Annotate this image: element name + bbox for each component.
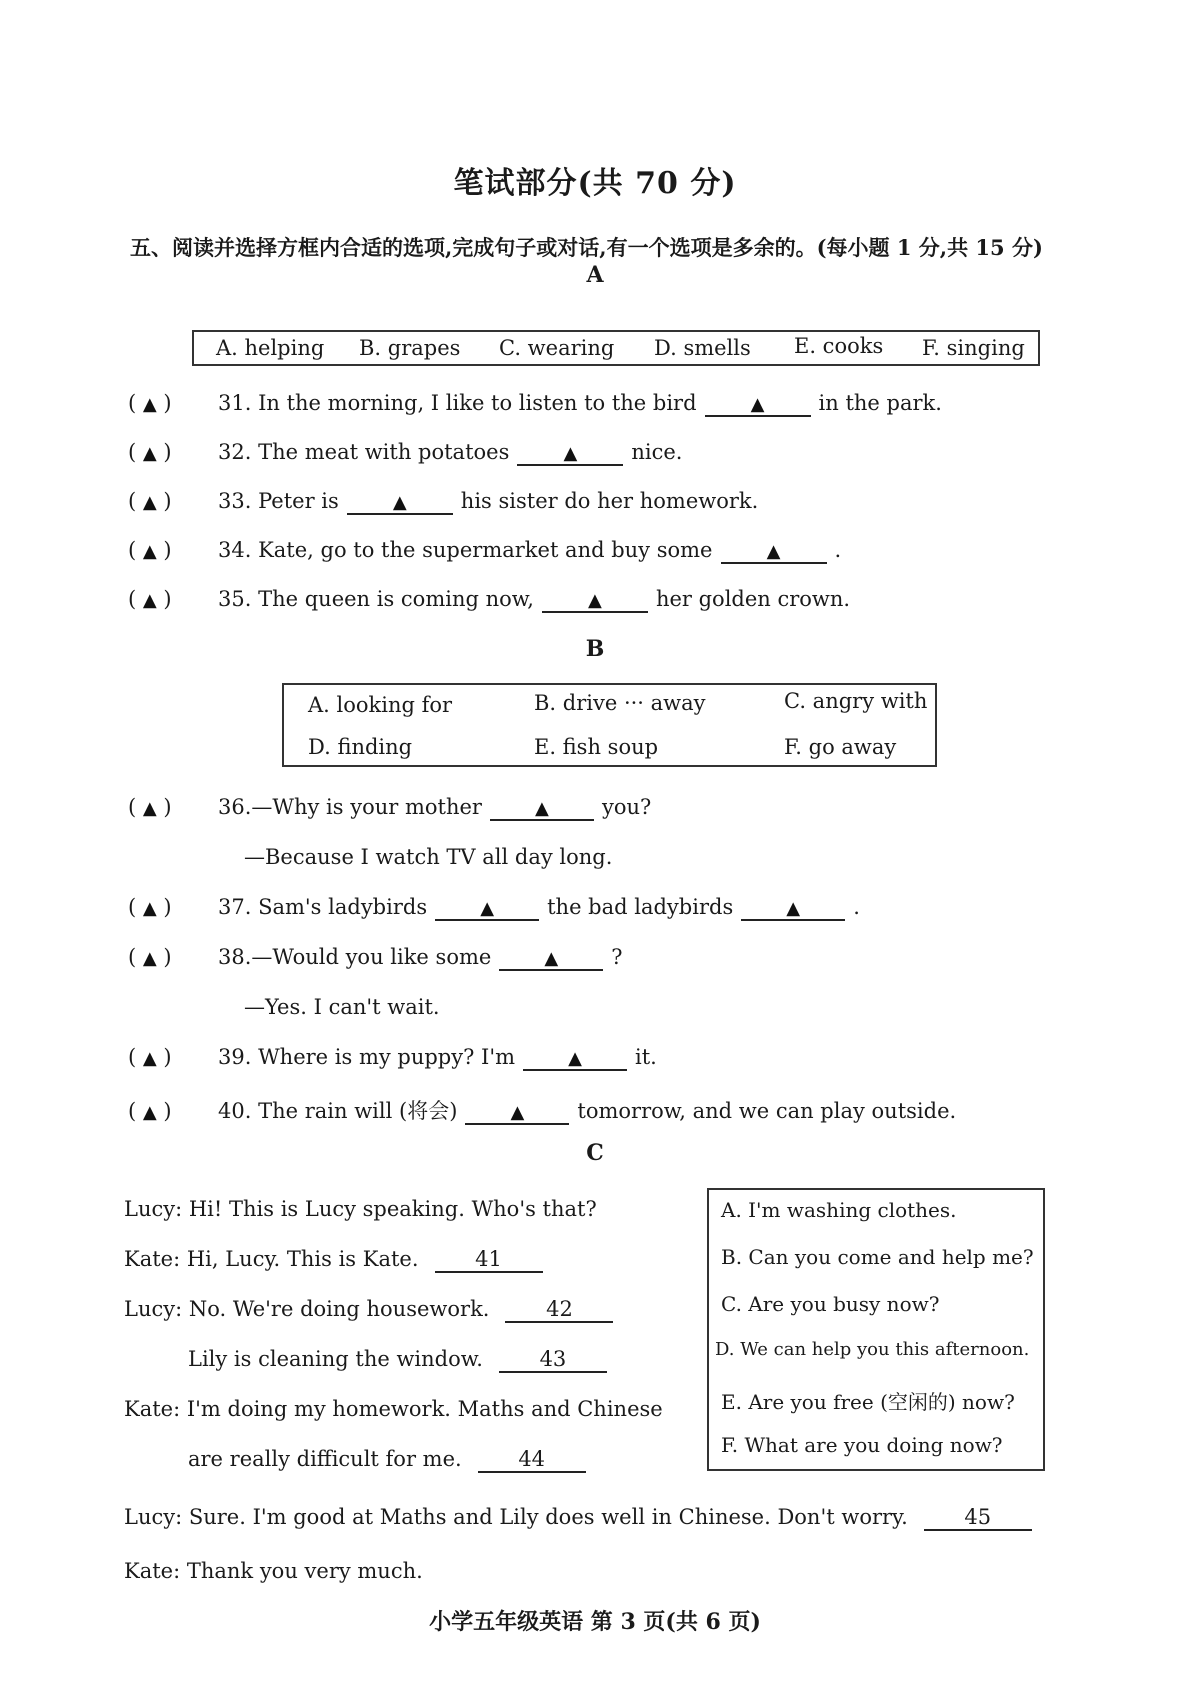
answer-paren[interactable]: ( ▲ ) [128,945,172,969]
answer-paren[interactable]: ( ▲ ) [128,440,172,464]
dialogue-line [124,1247,551,1273]
option-f: F. go away [784,735,897,759]
question-text: Sam's ladybirds [258,895,428,919]
question-31 [128,391,942,417]
dialogue-text: Thank you very much. [186,1559,423,1583]
option-b: B. Can you come and help me? [721,1245,1034,1269]
question-36 [128,795,651,821]
answer-blank[interactable]: 44 [478,1448,586,1473]
answer-marker: ▲ [750,394,765,415]
speaker-name: Lucy: [124,1297,183,1321]
option-c: C. angry with [784,689,928,713]
dialogue-line [124,1197,597,1221]
dialogue-line [124,1559,423,1583]
option-f: F. singing [922,336,1025,360]
answer-paren[interactable]: ( ▲ ) [128,391,172,415]
answer-blank[interactable] [517,441,623,466]
page-footer: 小学五年级英语 第 3 页(共 6 页) [429,1609,761,1635]
answer-blank[interactable] [741,896,845,921]
question-text: her golden crown. [655,587,851,611]
question-number: 39. [218,1045,252,1069]
answer-paren[interactable]: ( ▲ ) [128,1045,172,1069]
question-text: . [853,895,860,919]
question-32 [128,440,682,466]
section-a-option-box [192,330,1040,366]
answer-marker: ▲ [142,798,157,819]
question-34 [128,538,841,564]
dialogue-text: Lily is cleaning the window. [188,1347,483,1371]
option-b: B. grapes [359,336,461,360]
option-c: C. Are you busy now? [721,1292,940,1316]
option-a: A. helping [216,336,325,360]
question-text: —Would you like some [251,945,492,969]
option-d: D. finding [308,735,413,759]
dialogue-text: Hi, Lucy. This is Kate. [186,1247,419,1271]
question-35 [128,587,850,613]
question-number: 31. [218,391,252,415]
answer-marker: ▲ [142,898,157,919]
question-text: the bad ladybirds [547,895,734,919]
option-d: D. smells [654,336,751,360]
question-number: 35. [218,587,252,611]
question-38 [128,945,623,971]
answer-marker: ▲ [786,898,801,919]
question-text: it. [635,1045,657,1069]
answer-marker: ▲ [142,541,157,562]
question-text: In the morning, I like to listen to the bird [258,391,697,415]
question-number: 37. [218,895,252,919]
option-a: A. looking for [308,693,453,717]
answer-marker: ▲ [766,541,781,562]
dialogue-line [188,1447,594,1473]
question-text: Kate, go to the supermarket and buy some [258,538,713,562]
speaker-name: Kate: [124,1559,181,1583]
answer-blank[interactable]: 45 [924,1506,1032,1531]
answer-blank[interactable] [465,1100,569,1125]
question-text: —Why is your mother [251,795,482,819]
question-text: The rain will (将会) [258,1099,458,1123]
option-c: C. wearing [499,336,615,360]
question-38-reply: —Yes. I can't wait. [244,995,440,1019]
speaker-name: Lucy: [124,1505,183,1529]
question-text: nice. [631,440,683,464]
dialogue-line [124,1297,621,1323]
dialogue-text: I'm doing my homework. Maths and Chinese [186,1397,663,1421]
answer-blank[interactable] [347,490,453,515]
answer-blank[interactable]: 41 [435,1248,543,1273]
option-f: F. What are you doing now? [721,1433,1003,1457]
answer-paren[interactable]: ( ▲ ) [128,489,172,513]
question-text: tomorrow, and we can play outside. [577,1099,957,1123]
question-36-reply: —Because I watch TV all day long. [244,845,613,869]
question-text: . [834,538,842,562]
option-e: E. cooks [794,334,884,358]
question-text: Peter is [258,489,339,513]
section-instruction: 五、阅读并选择方框内合适的选项,完成句子或对话,有一个选项是多余的。(每小题 1 分,共 15 分) [130,235,1043,260]
dialogue-text: Sure. I'm good at Maths and Lily does well in Chinese. Don't worry. [188,1505,908,1529]
dialogue-line [124,1397,663,1421]
question-number: 32. [218,440,252,464]
question-33 [128,489,758,515]
question-39 [128,1045,657,1071]
question-text: Where is my puppy? I'm [258,1045,516,1069]
question-text: his sister do her homework. [460,489,759,513]
answer-marker: ▲ [535,798,549,819]
answer-blank[interactable]: 42 [505,1298,613,1323]
question-text: you? [601,795,652,819]
answer-blank[interactable] [435,896,539,921]
page-title: 笔试部分(共 70 分) [453,166,737,201]
speaker-name: Lucy: [124,1197,183,1221]
answer-blank[interactable] [705,392,811,417]
section-b-label: B [585,636,605,662]
question-text: The meat with potatoes [258,440,510,464]
answer-paren[interactable]: ( ▲ ) [128,895,172,919]
question-40 [128,1095,956,1125]
option-d: D. We can help you this afternoon. [715,1339,1030,1360]
question-number: 34. [218,538,252,562]
question-number: 40. [218,1099,252,1123]
section-b-option-box [282,683,937,767]
answer-marker: ▲ [142,1102,157,1123]
answer-marker: ▲ [568,1048,582,1069]
question-number: 33. [218,489,252,513]
dialogue-text: Hi! This is Lucy speaking. Who's that? [188,1197,597,1221]
answer-marker: ▲ [563,443,578,464]
option-a: A. I'm washing clothes. [721,1198,957,1222]
speaker-name: Kate: [124,1397,181,1421]
question-number: 36. [218,795,252,819]
answer-paren[interactable]: ( ▲ ) [128,587,172,611]
answer-marker: ▲ [142,590,157,611]
section-a-label: A [586,262,604,288]
answer-marker: ▲ [480,898,495,919]
speaker-name: Kate: [124,1247,181,1271]
question-text: ? [611,945,623,969]
option-e: E. Are you free (空闲的) now? [721,1390,1015,1414]
answer-blank[interactable] [721,539,827,564]
answer-paren[interactable]: ( ▲ ) [128,795,172,819]
answer-marker: ▲ [588,590,602,611]
question-37 [128,895,860,921]
answer-paren[interactable]: ( ▲ ) [128,1099,172,1123]
section-c-label: C [586,1140,604,1166]
section-c-option-box [707,1188,1045,1471]
question-text: in the park. [818,391,942,415]
answer-blank[interactable] [523,1046,627,1071]
dialogue-text: No. We're doing housework. [188,1297,490,1321]
dialogue-text: are really difficult for me. [188,1447,462,1471]
option-e: E. fish soup [534,735,659,759]
question-text: The queen is coming now, [258,587,534,611]
dialogue-line [124,1505,1040,1531]
answer-marker: ▲ [142,443,157,464]
answer-marker: ▲ [142,492,157,513]
answer-paren[interactable]: ( ▲ ) [128,538,172,562]
answer-marker: ▲ [510,1102,525,1123]
answer-marker: ▲ [142,1048,157,1069]
answer-blank[interactable] [499,946,603,971]
question-number: 38. [218,945,252,969]
answer-blank[interactable] [542,588,648,613]
answer-marker: ▲ [142,948,157,969]
dialogue-line [188,1347,615,1373]
answer-blank[interactable] [490,796,594,821]
option-b: B. drive ··· away [534,691,706,715]
answer-marker: ▲ [544,948,559,969]
answer-marker: ▲ [392,492,407,513]
answer-marker: ▲ [142,394,157,415]
answer-blank[interactable]: 43 [499,1348,607,1373]
